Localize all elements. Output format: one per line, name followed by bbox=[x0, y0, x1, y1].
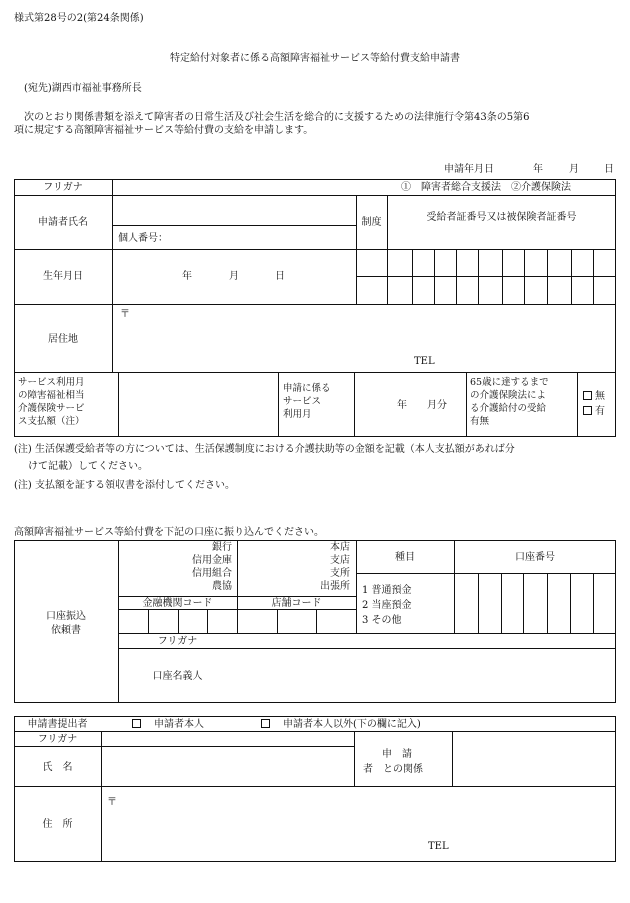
receipt-exists-option[interactable]: 有 bbox=[583, 405, 605, 418]
application-date-label: 申請年月日 bbox=[444, 164, 494, 175]
birthdate-month: 月 bbox=[229, 271, 239, 282]
submitter-option-self[interactable]: 申請者本人 bbox=[132, 718, 204, 731]
addressee: (宛先)湖西市福祉事務所長 bbox=[24, 83, 142, 94]
branch-type-outpost: 出張所 bbox=[320, 581, 350, 592]
postal-mark: 〒 bbox=[120, 309, 130, 320]
note-2: (注) 支払額を証する領収書を添付してください。 bbox=[14, 480, 235, 491]
service-month-line-3: 介護保険サービ bbox=[18, 403, 85, 414]
apply-month-line-1: 申請に係る bbox=[283, 383, 331, 394]
address-label: 居住地 bbox=[48, 334, 78, 345]
submitter-name-label: 氏 名 bbox=[42, 762, 73, 773]
note-1-line-2: けて記載）してください。 bbox=[28, 461, 148, 472]
bank-instruction: 高額障害福祉サービス等給付費を下記の口座に振り込んでください。 bbox=[14, 527, 324, 538]
certificate-number-label: 受給者証番号又は被保険者証番号 bbox=[426, 212, 577, 223]
birthdate-day: 日 bbox=[275, 271, 285, 282]
branch-type-office: 支所 bbox=[330, 568, 350, 579]
checkbox-icon bbox=[132, 719, 141, 728]
branch-type-branch: 支店 bbox=[330, 555, 350, 566]
service-month-line-1: サービス利用月 bbox=[18, 377, 85, 388]
age65-line-4: 有無 bbox=[470, 416, 490, 427]
account-furigana-label: フリガナ bbox=[157, 636, 198, 647]
age65-line-1: 65歳に達するまで bbox=[470, 377, 549, 388]
transfer-label-line-2: 依頼書 bbox=[51, 625, 81, 636]
application-date-year: 年 bbox=[533, 164, 543, 175]
account-type-ordinary: 1 普通預金 bbox=[362, 585, 412, 596]
note-1-line-1: (注) 生活保護受給者等の方については、生活保護制度における介護扶助等の金額を記載（本人支払額があれば分 bbox=[14, 444, 515, 455]
service-month-line-4: ス支払額（注） bbox=[18, 416, 85, 427]
inst-type-kumiai: 信用組合 bbox=[192, 568, 232, 579]
checkbox-icon bbox=[583, 406, 592, 415]
receipt-none-option[interactable]: 無 bbox=[583, 390, 605, 403]
submitter-tel-label: TEL bbox=[428, 841, 449, 852]
account-type-header: 種目 bbox=[395, 552, 415, 563]
submitter-address-label: 住 所 bbox=[42, 819, 73, 830]
inst-type-shinkin: 信用金庫 bbox=[192, 555, 232, 566]
personal-number-label: 個人番号： bbox=[118, 233, 168, 244]
checkbox-icon bbox=[261, 719, 270, 728]
birthdate-label: 生年月日 bbox=[43, 271, 83, 282]
transfer-label-line-1: 口座振込 bbox=[46, 611, 86, 622]
account-type-other: 3 その他 bbox=[362, 615, 402, 626]
account-type-current: 2 当座預金 bbox=[362, 600, 412, 611]
submitter-postal-mark: 〒 bbox=[107, 797, 117, 808]
checkbox-icon bbox=[583, 391, 592, 400]
account-holder-label: 口座名義人 bbox=[152, 671, 203, 682]
apply-month-line-3: 利用月 bbox=[283, 409, 312, 420]
relation-line-2: 者 との関係 bbox=[363, 764, 423, 775]
inst-type-bank: 銀行 bbox=[212, 542, 232, 553]
branch-code-label: 店舗コード bbox=[271, 598, 322, 609]
furigana-label: フリガナ bbox=[43, 182, 83, 193]
system-label: 制度 bbox=[361, 217, 382, 228]
relation-line-1: 申 請 bbox=[382, 749, 412, 760]
apply-month-line-2: サービス bbox=[283, 396, 322, 407]
account-number-header: 口座番号 bbox=[515, 552, 555, 563]
application-date-month: 月 bbox=[569, 164, 579, 175]
service-month-line-2: の障害福祉相当 bbox=[18, 390, 85, 401]
submitter-label: 申請書提出者 bbox=[27, 719, 88, 730]
age65-line-3: る介護給付の受給 bbox=[470, 403, 547, 414]
submitter-table bbox=[14, 716, 616, 862]
submitter-furigana-label: フリガナ bbox=[37, 734, 78, 745]
age65-line-2: の介護保険法によ bbox=[470, 390, 547, 401]
page-title: 特定給付対象者に係る高額障害福祉サービス等給付費支給申請書 bbox=[170, 53, 460, 64]
intro-line-1: 次のとおり関係書類を添えて障害者の日常生活及び社会生活を総合的に支援するための法律施行令第43条の5第6 bbox=[24, 112, 530, 123]
submitter-option-other[interactable]: 申請者本人以外(下の欄に記入) bbox=[261, 718, 421, 731]
form-number: 様式第28号の2(第24条関係) bbox=[14, 13, 144, 24]
application-date-day: 日 bbox=[604, 164, 614, 175]
year-month-label: 年 月分 bbox=[397, 400, 447, 411]
applicant-name-label: 申請者氏名 bbox=[38, 217, 88, 228]
branch-type-main: 本店 bbox=[330, 542, 350, 553]
inst-code-label: 金融機関コード bbox=[142, 598, 213, 609]
law-options: ① 障害者総合支援法 ②介護保険法 bbox=[401, 182, 571, 193]
intro-line-2: 項に規定する高額障害福祉サービス等給付費の支給を申請します。 bbox=[14, 125, 314, 136]
birthdate-year: 年 bbox=[182, 271, 192, 282]
tel-label: TEL bbox=[414, 356, 435, 367]
inst-type-nokyo: 農協 bbox=[212, 581, 232, 592]
